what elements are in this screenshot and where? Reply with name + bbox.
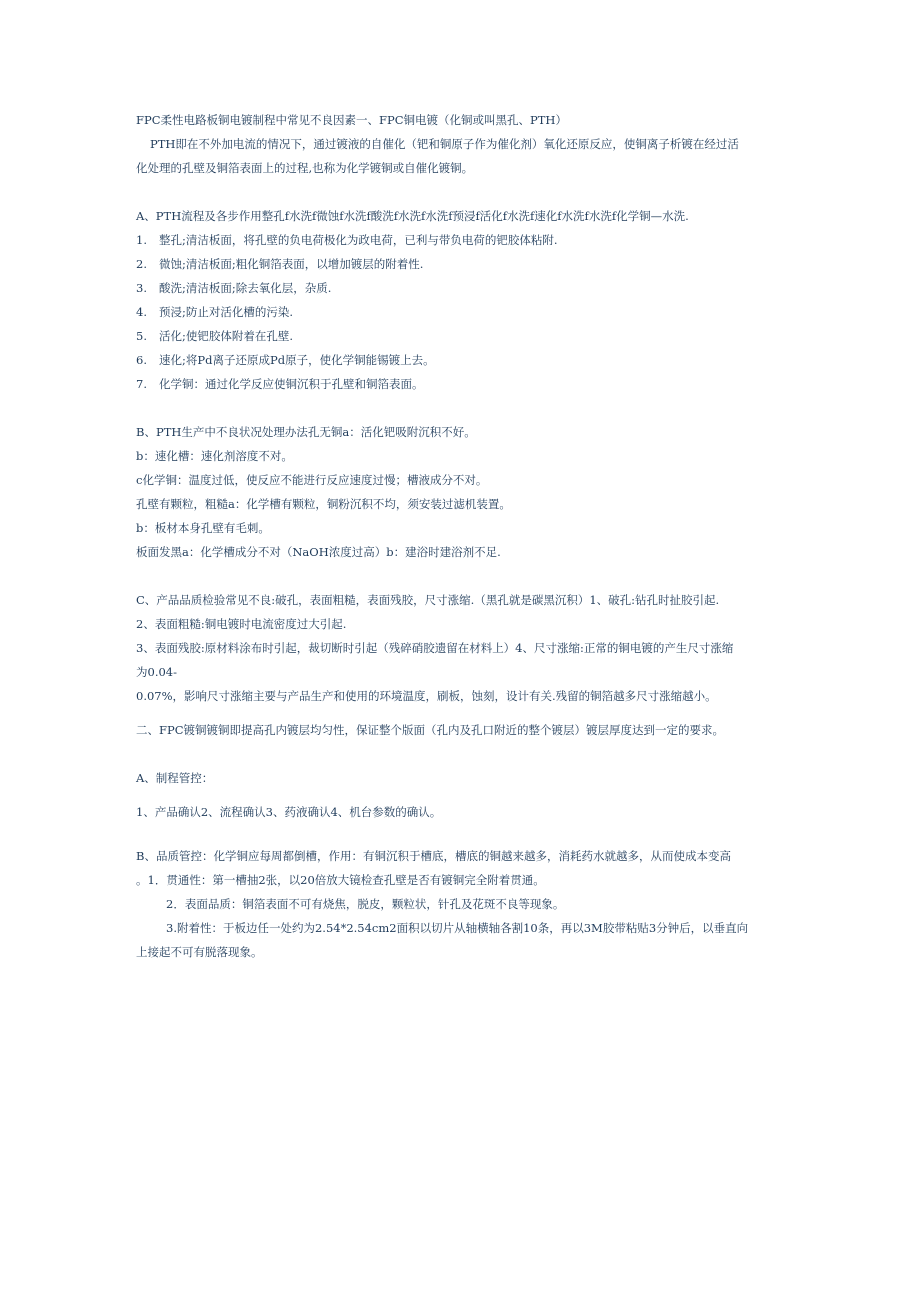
subsection-heading: A、制程管控： <box>136 771 214 785</box>
list-text: 活化;使钯胶体附着在孔壁. <box>159 329 294 343</box>
paragraph-line: PTH即在不外加电流的情况下，通过镀液的自催化（钯和铜原子作为催化剂）氧化还原反应，使铜离子析镀在经过活 <box>150 137 739 151</box>
paragraph-line: c化学铜：温度过低，使反应不能进行反应速度过慢；槽液成分不对。 <box>136 473 488 487</box>
paragraph-line: 板面发黑a：化学槽成分不对（NaOH浓度过高）b：建浴时建浴剂不足. <box>136 545 501 559</box>
paragraph-line: b：速化槽：速化剂溶度不对。 <box>136 449 293 463</box>
paragraph-line: b：板材本身孔壁有毛刺。 <box>136 521 270 535</box>
paragraph-line: 3.附着性：于板边任一处约为2.54*2.54cm2面积以切片从轴横轴各割10条，再以3M胶带粘贴3分钟后，以垂直向 <box>166 921 749 935</box>
list-number: 4. <box>136 305 147 319</box>
paragraph-line: 上接起不可有脱落现象。 <box>136 945 263 959</box>
list-text: 速化;将Pd离子还原成Pd原子，使化学铜能锡镀上去。 <box>159 353 435 367</box>
list-number: 1. <box>136 233 147 247</box>
list-number: 5. <box>136 329 147 343</box>
document-title: FPC柔性电路板铜电镀制程中常见不良因素一、FPC铜电镀（化铜或叫黑孔、PTH） <box>136 113 567 127</box>
section-heading: C、产品品质检验常见不良:破孔，表面粗糙，表面残胶，尺寸涨缩.（黑孔就是碳黑沉积）1、破孔:钻孔时扯胶引起. <box>136 593 720 607</box>
list-text: 预浸;防止对活化槽的污染. <box>159 305 294 319</box>
paragraph-line: 1、产品确认2、流程确认3、药液确认4、机台参数的确认。 <box>136 805 442 819</box>
list-number: 7. <box>136 377 147 391</box>
document-body <box>136 108 786 964</box>
list-item <box>136 252 786 276</box>
list-item <box>136 300 786 324</box>
list-text: 化学铜：通过化学反应使铜沉积于孔壁和铜箔表面。 <box>159 377 424 391</box>
list-item <box>136 228 786 252</box>
list-number: 6. <box>136 353 147 367</box>
section-heading: 二、FPC镀铜镀铜即提高孔内镀层均匀性，保证整个版面（孔内及孔口附近的整个镀层）镀层厚度达到一定的要求。 <box>136 723 725 737</box>
list-item <box>136 324 786 348</box>
list-number: 3. <box>136 281 147 295</box>
list-text: 整孔;清洁板面，将孔壁的负电荷极化为政电荷，已利与带负电荷的钯胶体粘附. <box>159 233 558 247</box>
list-number: 2. <box>136 257 147 271</box>
list-text: 酸洗;清洁板面;除去氧化层，杂质. <box>159 281 332 295</box>
list-item <box>136 276 786 300</box>
list-item <box>136 372 786 396</box>
section-heading: B、PTH生产中不良状况处理办法孔无铜a：活化钯吸附沉积不好。 <box>136 425 476 439</box>
section-heading: A、PTH流程及各步作用整孔f水洗f微蚀f水洗f酸洗f水洗f水洗f预浸f活化f水洗f速化f水洗f水洗f化学铜—水洗. <box>136 209 689 223</box>
paragraph-line: 为0.04- <box>136 665 177 679</box>
paragraph-line: 3、表面残胶:原材料涂布时引起，裁切断时引起（残碎硝胶遗留在材料上）4、尺寸涨缩:正常的铜电镀的产生尺寸涨缩 <box>136 641 734 655</box>
paragraph-line: 孔壁有颗粒，粗糙a：化学槽有颗粒，铜粉沉积不均，须安装过滤机装置。 <box>136 497 511 511</box>
paragraph-line: 2、表面粗糙:铜电镀时电流密度过大引起. <box>136 617 347 631</box>
paragraph-line: 化处理的孔壁及铜箔表面上的过程,也称为化学镀铜或自催化镀铜。 <box>136 161 474 175</box>
list-item <box>136 348 786 372</box>
paragraph-line: 2．表面品质：铜箔表面不可有烧焦，脱皮，颗粒状，针孔及花斑不良等现象。 <box>166 897 565 911</box>
paragraph-line: 0.07%，影响尺寸涨缩主要与产品生产和使用的环境温度，刷板，蚀刻，设计有关.残留的铜箔越多尺寸涨缩越小。 <box>136 689 717 703</box>
list-text: 微蚀;清洁板面;粗化铜箔表面，以增加镀层的附着性. <box>159 257 424 271</box>
paragraph-line: 。1．贯通性：第一槽抽2张，以20倍放大镜检查孔壁是否有镀铜完全附着贯通。 <box>136 873 545 887</box>
subsection-heading: B、品质管控：化学铜应每周都倒槽，作用：有铜沉积于槽底，槽底的铜越来越多，消耗药水就越多，从而使成本变高 <box>136 849 731 863</box>
